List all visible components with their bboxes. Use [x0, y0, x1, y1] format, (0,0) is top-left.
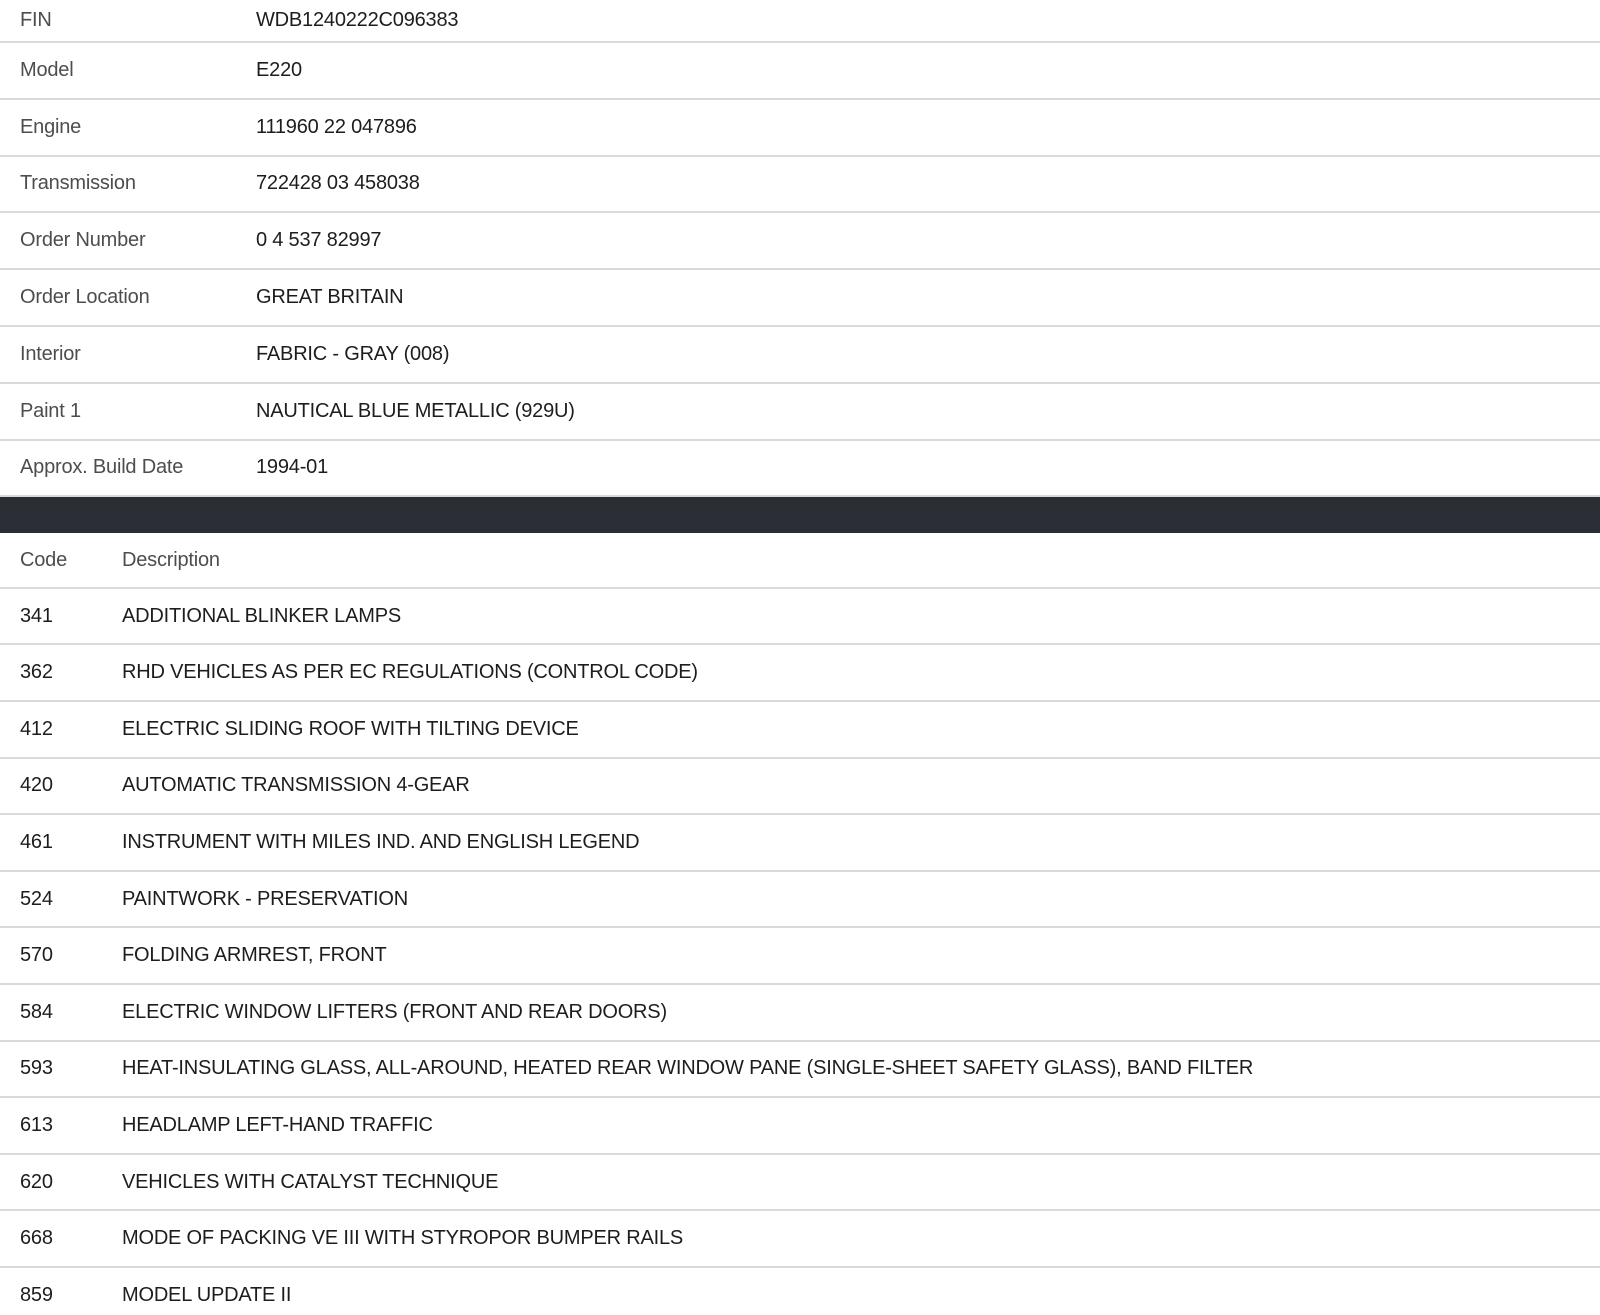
- info-label: FIN: [20, 9, 52, 31]
- option-description: RHD VEHICLES AS PER EC REGULATIONS (CONTROL CODE): [122, 661, 698, 684]
- info-row-build-date: [0, 441, 1600, 498]
- table-row: [0, 1098, 1600, 1155]
- info-value: E220: [256, 58, 302, 81]
- option-description: AUTOMATIC TRANSMISSION 4-GEAR: [122, 774, 470, 797]
- option-code: 613: [20, 1114, 53, 1137]
- info-value: GREAT BRITAIN: [256, 286, 404, 309]
- option-description: FOLDING ARMREST, FRONT: [122, 944, 387, 967]
- option-code: 461: [20, 831, 53, 854]
- info-row-interior: [0, 327, 1600, 384]
- table-row: [0, 872, 1600, 929]
- info-label: Model: [20, 58, 74, 81]
- table-row: [0, 928, 1600, 985]
- table-row: [0, 589, 1600, 646]
- table-row: [0, 1155, 1600, 1212]
- option-code: 341: [20, 604, 53, 627]
- table-row: [0, 985, 1600, 1042]
- description-column-header: Description: [122, 548, 220, 571]
- option-code: 412: [20, 717, 53, 740]
- section-divider-bar: [0, 497, 1600, 533]
- option-code: 859: [20, 1283, 53, 1306]
- option-description: VEHICLES WITH CATALYST TECHNIQUE: [122, 1170, 499, 1193]
- table-row: [0, 1211, 1600, 1268]
- table-row: [0, 759, 1600, 816]
- info-value: NAUTICAL BLUE METALLIC (929U): [256, 399, 575, 422]
- info-value: 722428 03 458038: [256, 172, 420, 195]
- option-code: 524: [20, 887, 53, 910]
- info-row-order-location: [0, 270, 1600, 327]
- vehicle-info-table: [0, 0, 1600, 497]
- code-column-header: Code: [20, 548, 68, 571]
- option-code: 668: [20, 1227, 53, 1250]
- option-code: 420: [20, 774, 53, 797]
- option-description: PAINTWORK - PRESERVATION: [122, 887, 408, 910]
- info-label: Transmission: [20, 172, 136, 195]
- option-description: MODEL UPDATE II: [122, 1283, 292, 1306]
- info-label: Order Number: [20, 229, 146, 252]
- table-row: [0, 702, 1600, 759]
- equipment-codes-table: [0, 533, 1600, 1315]
- option-description: MODE OF PACKING VE III WITH STYROPOR BUMPER RAILS: [122, 1227, 684, 1250]
- info-value: 0 4 537 82997: [256, 229, 382, 252]
- table-row: [0, 1268, 1600, 1315]
- option-description: ADDITIONAL BLINKER LAMPS: [122, 604, 401, 627]
- option-description: HEADLAMP LEFT-HAND TRAFFIC: [122, 1114, 433, 1137]
- option-code: 593: [20, 1057, 53, 1080]
- info-row-paint: [0, 384, 1600, 441]
- option-description: INSTRUMENT WITH MILES IND. AND ENGLISH LEGEND: [122, 831, 640, 854]
- info-value: WDB1240222C096383: [256, 9, 459, 31]
- table-row: [0, 645, 1600, 702]
- option-code: 362: [20, 661, 53, 684]
- info-row-engine: [0, 100, 1600, 157]
- option-code: 570: [20, 944, 53, 967]
- info-row-fin: [0, 0, 1600, 43]
- info-label: Paint 1: [20, 399, 81, 422]
- option-description: HEAT-INSULATING GLASS, ALL-AROUND, HEATED REAR WINDOW PANE (SINGLE-SHEET SAFETY GLASS), BAND FILTER: [122, 1057, 1254, 1080]
- table-row: [0, 1042, 1600, 1099]
- info-label: Approx. Build Date: [20, 456, 184, 479]
- option-code: 620: [20, 1170, 53, 1193]
- option-description: ELECTRIC SLIDING ROOF WITH TILTING DEVICE: [122, 717, 579, 740]
- info-label: Interior: [20, 342, 81, 365]
- info-row-transmission: [0, 157, 1600, 214]
- info-label: Order Location: [20, 286, 150, 309]
- table-row: [0, 815, 1600, 872]
- info-value: 1994-01: [256, 456, 328, 479]
- option-code: 584: [20, 1000, 53, 1023]
- option-description: ELECTRIC WINDOW LIFTERS (FRONT AND REAR DOORS): [122, 1000, 667, 1023]
- info-value: FABRIC - GRAY (008): [256, 342, 450, 365]
- info-value: 111960 22 047896: [256, 115, 417, 138]
- info-row-model: [0, 43, 1600, 100]
- info-row-order-number: [0, 213, 1600, 270]
- table-header-row: [0, 533, 1600, 589]
- info-label: Engine: [20, 115, 82, 138]
